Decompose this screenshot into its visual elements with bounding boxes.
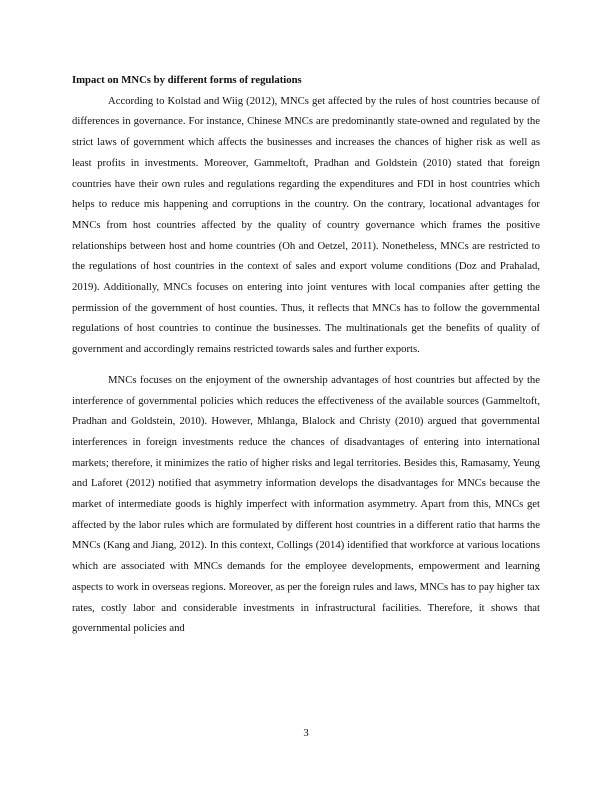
page-number: 3 (303, 727, 309, 739)
document-page (72, 70, 540, 639)
paragraph-2: MNCs focuses on the enjoyment of the ownership advantages of host countries but affected by the interference of governmental policies which reduces the effectiveness of the available sources (Gammeltoft, Pradhan and Goldstein, 2010). However, Mhlanga, Blalock and Christy (2010) argued that governmental interferences in foreign investments reduce the chances of disadvantages of entering into international markets; therefore, it minimizes the ratio of higher risks and legal territories. Besides this, Ramasamy, Yeung and Laforet (2012) notified that asymmetry information develops the disadvantages for MNCs because the market of intermediate goods is highly imperfect with information asymmetry. Apart from this, MNCs get affected by the labor rules which are formulated by different host countries in a different ratio that harms the MNCs (Kang and Jiang, 2012). In this context, Collings (2014) identified that workforce at various locations which are associated with MNCs demands for the employee developments, empowerment and learning aspects to work in overseas regions. Moreover, as per the foreign rules and laws, MNCs has to pay higher tax rates, costly labor and considerable investments in infrastructural facilities. Therefore, it shows that governmental policies and (72, 373, 540, 635)
section-heading: Impact on MNCs by different forms of regulations (72, 74, 302, 86)
paragraph-1: According to Kolstad and Wiig (2012), MNCs get affected by the rules of host countries because of differences in governance. For instance, Chinese MNCs are predominantly state-owned and regulated by the strict laws of government which affects the businesses and increases the chances of higher risk as well as least profits in investments. Moreover, Gammeltoft, Pradhan and Goldstein (2010) stated that foreign countries have their own rules and regulations regarding the expenditures and FDI in host countries which helps to reduce mis happening and corruptions in the country. On the contrary, locational advantages for MNCs from host countries affected by the quality of country governance which frames the positive relationships between host and home countries (Oh and Oetzel, 2011). Nonetheless, MNCs are restricted to the regulations of host countries in the context of sales and export volume conditions (Doz and Prahalad, 2019). Additionally, MNCs focuses on entering into joint ventures with local companies after getting the permission of the government of host counties. Thus, it reflects that MNCs has to follow the governmental regulations of host countries to continue the businesses. The multinationals get the benefits of quality of government and accordingly remains restricted towards sales and further exports. (72, 94, 540, 356)
